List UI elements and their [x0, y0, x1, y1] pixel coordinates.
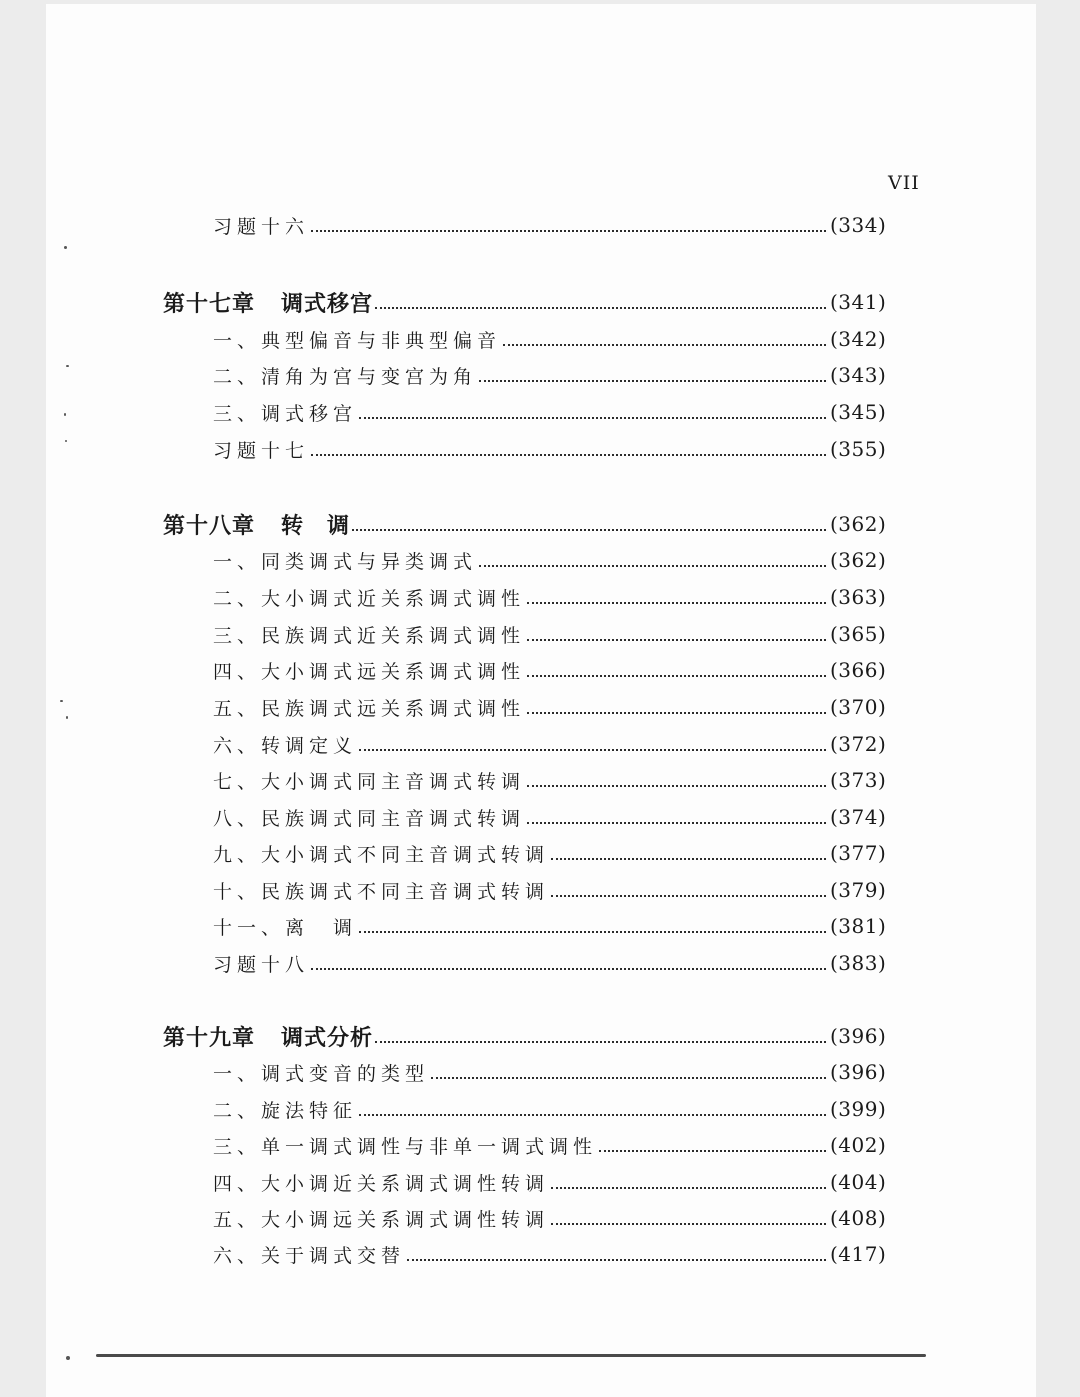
page-number: (362) — [830, 548, 887, 572]
page-number: (370) — [830, 695, 887, 719]
dot-leader — [527, 602, 826, 604]
toc-entry-row — [46, 802, 1036, 832]
page-number: (377) — [830, 841, 887, 865]
scan-edge-line — [96, 1354, 926, 1357]
dot-leader — [551, 1223, 826, 1225]
toc-entry-row — [46, 765, 1036, 795]
toc-entry-row — [46, 1057, 1036, 1087]
dot-leader — [551, 1187, 826, 1189]
dot-leader — [359, 749, 826, 751]
scan-speck — [66, 716, 68, 719]
dot-leader — [527, 785, 826, 787]
section-title: 一、同类调式与异类调式 — [213, 550, 478, 573]
dot-leader — [359, 931, 826, 933]
scan-speck — [65, 440, 67, 442]
dot-leader — [311, 230, 826, 232]
dot-leader — [359, 417, 826, 419]
dot-leader — [479, 380, 826, 382]
page-number: (381) — [830, 914, 887, 938]
chapter-title: 调式移宫 — [281, 291, 374, 317]
scan-speck — [64, 413, 66, 416]
document-page — [46, 4, 1036, 1397]
toc-entry-row — [46, 582, 1036, 612]
page-number: (341) — [830, 290, 887, 314]
scan-speck — [66, 1356, 70, 1360]
section-title: 五、大小调远关系调式调性转调 — [213, 1208, 550, 1231]
chapter-number: 第十九章 — [163, 1025, 256, 1051]
dot-leader — [527, 675, 826, 677]
chapter-heading — [163, 1021, 373, 1052]
dot-leader — [311, 454, 826, 456]
page-number: (404) — [830, 1170, 887, 1194]
section-title: 三、单一调式调性与非单一调式调性 — [213, 1135, 598, 1158]
toc-entry-row — [46, 655, 1036, 685]
page-number: (355) — [830, 437, 887, 461]
dot-leader — [551, 895, 826, 897]
toc-entry-row — [46, 210, 1036, 240]
page-number: (363) — [830, 585, 887, 609]
page-number: (402) — [830, 1133, 887, 1157]
page-number: (399) — [830, 1097, 887, 1121]
section-title: 二、大小调式近关系调式调性 — [213, 587, 526, 610]
table-of-contents — [46, 4, 1036, 1397]
scan-speck — [66, 365, 69, 367]
scan-speck — [60, 700, 63, 702]
chapter-number: 第十八章 — [163, 513, 256, 539]
section-title: 六、关于调式交替 — [213, 1244, 406, 1267]
toc-entry-row — [46, 619, 1036, 649]
dot-leader — [503, 344, 826, 346]
dot-leader — [479, 565, 826, 567]
section-title: 七、大小调式同主音调式转调 — [213, 770, 526, 793]
dot-leader — [599, 1150, 826, 1152]
page-folio: VII — [888, 172, 920, 194]
section-title: 二、清角为宫与变宫为角 — [213, 365, 478, 388]
section-title: 十、民族调式不同主音调式转调 — [213, 880, 550, 903]
section-title: 八、民族调式同主音调式转调 — [213, 807, 526, 830]
page-number: (396) — [830, 1060, 887, 1084]
section-title: 一、典型偏音与非典型偏音 — [213, 329, 502, 352]
section-title: 三、调式移宫 — [213, 402, 358, 425]
toc-entry-row — [46, 545, 1036, 575]
page-number: (362) — [830, 512, 887, 536]
page-number: (365) — [830, 622, 887, 646]
dot-leader — [359, 1114, 826, 1116]
page-number: (334) — [830, 213, 887, 237]
section-title: 三、民族调式近关系调式调性 — [213, 624, 526, 647]
dot-leader — [431, 1077, 826, 1079]
dot-leader — [352, 529, 826, 531]
page-number: (379) — [830, 878, 887, 902]
scan-speck — [64, 246, 67, 249]
section-title: 习题十七 — [213, 439, 310, 462]
section-title: 习题十六 — [213, 215, 310, 238]
toc-entry-row — [46, 692, 1036, 722]
toc-entry-row — [46, 948, 1036, 978]
section-title: 习题十八 — [213, 953, 310, 976]
page-number: (372) — [830, 732, 887, 756]
page-number: (342) — [830, 327, 887, 351]
toc-entry-row — [46, 729, 1036, 759]
toc-entry-row — [46, 1239, 1036, 1269]
page-number: (343) — [830, 363, 887, 387]
toc-entry-row — [46, 1203, 1036, 1233]
page-number: (373) — [830, 768, 887, 792]
toc-entry-row — [46, 1167, 1036, 1197]
section-title: 四、大小调近关系调式调性转调 — [213, 1172, 550, 1195]
page-number: (383) — [830, 951, 887, 975]
chapter-heading — [163, 509, 350, 540]
toc-entry-row — [46, 434, 1036, 464]
toc-entry-row — [46, 838, 1036, 868]
toc-chapter-row — [46, 509, 1036, 539]
section-title: 四、大小调式远关系调式调性 — [213, 660, 526, 683]
toc-entry-row — [46, 397, 1036, 427]
section-title: 九、大小调式不同主音调式转调 — [213, 843, 550, 866]
page-number: (417) — [830, 1242, 887, 1266]
section-title: 五、民族调式远关系调式调性 — [213, 697, 526, 720]
toc-entry-row — [46, 911, 1036, 941]
dot-leader — [527, 822, 826, 824]
page-number: (345) — [830, 400, 887, 424]
dot-leader — [311, 968, 826, 970]
dot-leader — [551, 858, 826, 860]
toc-chapter-row — [46, 287, 1036, 317]
dot-leader — [375, 1041, 826, 1043]
chapter-title: 转 调 — [281, 513, 351, 539]
dot-leader — [375, 307, 826, 309]
page-number: (366) — [830, 658, 887, 682]
section-title: 二、旋法特征 — [213, 1099, 358, 1122]
toc-entry-row — [46, 324, 1036, 354]
section-title: 一、调式变音的类型 — [213, 1062, 430, 1085]
dot-leader — [527, 639, 826, 641]
section-title: 十一、离 调 — [213, 916, 358, 939]
toc-entry-row — [46, 360, 1036, 390]
toc-entry-row — [46, 1130, 1036, 1160]
toc-chapter-row — [46, 1021, 1036, 1051]
section-title: 六、转调定义 — [213, 734, 358, 757]
toc-entry-row — [46, 1094, 1036, 1124]
dot-leader — [527, 712, 826, 714]
page-number: (374) — [830, 805, 887, 829]
chapter-heading — [163, 287, 373, 318]
toc-entry-row — [46, 875, 1036, 905]
page-number: (396) — [830, 1024, 887, 1048]
chapter-number: 第十七章 — [163, 291, 256, 317]
chapter-title: 调式分析 — [281, 1025, 374, 1051]
page-number: (408) — [830, 1206, 887, 1230]
dot-leader — [407, 1259, 826, 1261]
